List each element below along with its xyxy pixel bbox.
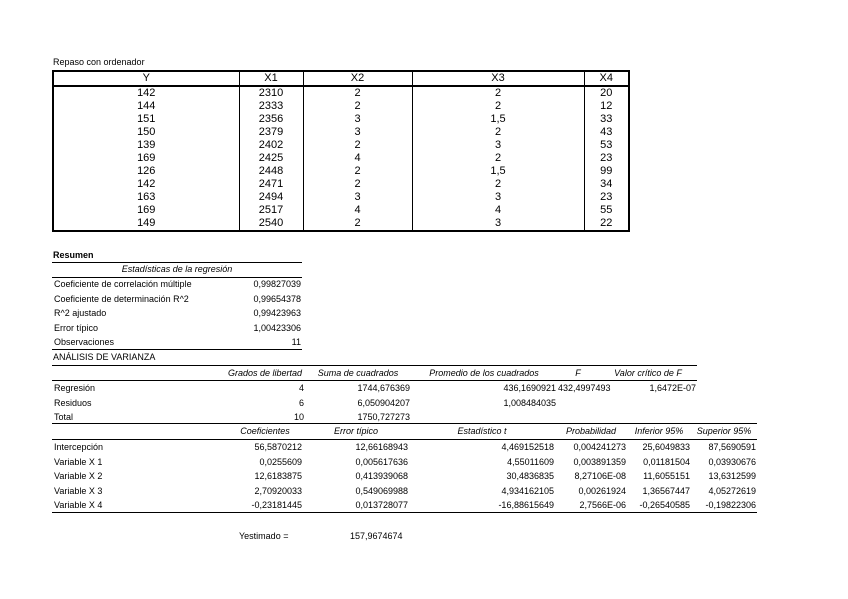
stat-label: Coeficiente de correlación múltiple: [54, 279, 192, 289]
coef-row-label: Variable X 1: [54, 456, 103, 467]
table-row: [53, 191, 629, 204]
stat-label: Observaciones: [54, 337, 115, 347]
resumen-label: Resumen: [53, 250, 94, 260]
coef-cell: 4,934162105: [501, 485, 554, 496]
coef-cell: 56,5870212: [254, 442, 302, 452]
table-cell: 23: [584, 191, 629, 204]
table-cell: 3: [412, 217, 584, 231]
table-row: [53, 86, 629, 100]
table-cell: 1,5: [412, 165, 584, 178]
table-cell: 142: [53, 86, 239, 100]
table-cell: 2: [303, 100, 412, 113]
anova-cell: 436,1690921: [503, 383, 556, 393]
coef-cell: -16,88615649: [498, 500, 554, 510]
table-cell: 2402: [239, 139, 303, 152]
table-cell: 2517: [239, 204, 303, 217]
table-row: [53, 152, 629, 165]
table-cell: 43: [584, 126, 629, 139]
coef-cell: 4,55011609: [507, 456, 554, 467]
stat-value: 1,00423306: [253, 322, 301, 333]
coef-cell: 2,70920033: [254, 485, 302, 496]
table-cell: 2: [412, 86, 584, 100]
table-cell: 2: [303, 165, 412, 178]
data-table: [52, 70, 630, 232]
coef-cell: 0,005617636: [355, 456, 408, 467]
coef-cell: 2,7566E-06: [579, 500, 626, 510]
table-cell: 23: [584, 152, 629, 165]
coef-cell: -0,23181445: [251, 500, 302, 510]
anova-col-header: Suma de cuadrados: [317, 368, 399, 378]
coef-row-label: Variable X 4: [54, 500, 103, 510]
table-cell: 139: [53, 139, 239, 152]
col-header: X4: [584, 71, 629, 86]
table-cell: 2448: [239, 165, 303, 178]
anova-cell: 1744,676369: [357, 383, 410, 393]
table-cell: 2: [303, 139, 412, 152]
coef-cell: -0,19822306: [705, 500, 756, 510]
table-cell: 34: [584, 178, 629, 191]
anova-cell: 1,6472E-07: [649, 383, 696, 393]
table-cell: 2379: [239, 126, 303, 139]
coef-cell: 0,03930676: [708, 456, 756, 467]
table-row: [53, 139, 629, 152]
anova-cell: 1,008484035: [503, 397, 556, 408]
stat-label: R^2 ajustado: [54, 308, 107, 318]
coef-cell: 13,6312599: [708, 471, 756, 481]
coef-col-header: Probabilidad: [565, 426, 617, 436]
coef-cell: 4,469152518: [501, 442, 554, 452]
table-cell: 150: [53, 126, 239, 139]
coef-col-header: Error típico: [333, 426, 378, 436]
stat-value: 0,99827039: [253, 279, 301, 289]
col-header: Y: [53, 71, 239, 86]
table-cell: 2: [303, 86, 412, 100]
anova-row-label: Total: [54, 412, 74, 422]
table-cell: 2: [303, 217, 412, 231]
anova-cell: 6,050904207: [357, 397, 410, 408]
table-cell: 53: [584, 139, 629, 152]
table-cell: 169: [53, 152, 239, 165]
table-cell: 2310: [239, 86, 303, 100]
table-cell: 2: [412, 100, 584, 113]
table-cell: 151: [53, 113, 239, 126]
coef-cell: 11,6055151: [643, 471, 690, 481]
stat-label: Coeficiente de determinación R^2: [54, 293, 189, 304]
table-cell: 55: [584, 204, 629, 217]
col-header: X3: [412, 71, 584, 86]
coef-cell: 4,05272619: [708, 485, 756, 496]
table-cell: 4: [303, 152, 412, 165]
table-cell: 3: [303, 191, 412, 204]
table-cell: 2: [412, 178, 584, 191]
coef-col-header: Inferior 95%: [634, 426, 684, 436]
anova-cell: 432,4997493: [558, 383, 611, 393]
table-cell: 3: [412, 191, 584, 204]
coef-col-header: Superior 95%: [696, 426, 752, 436]
anova-col-header: Promedio de los cuadrados: [429, 368, 539, 378]
table-cell: 1,5: [412, 113, 584, 126]
table-cell: 2471: [239, 178, 303, 191]
coef-cell: 30,4836835: [506, 471, 554, 481]
anova-col-header: Valor crítico de F: [614, 368, 682, 378]
table-cell: 33: [584, 113, 629, 126]
anova-row-label: Regresión: [54, 383, 96, 393]
table-cell: 99: [584, 165, 629, 178]
anova-cell: 6: [298, 397, 304, 408]
sheet-title: Repaso con ordenador: [53, 57, 145, 67]
table-cell: 22: [584, 217, 629, 231]
coef-row-label: Variable X 2: [54, 471, 103, 481]
table-row: [53, 178, 629, 191]
coef-cell: 0,013728077: [355, 500, 408, 510]
table-cell: 149: [53, 217, 239, 231]
table-row: [53, 100, 629, 113]
coef-cell: 25,6049833: [642, 442, 690, 452]
table-cell: 2540: [239, 217, 303, 231]
coef-cell: 87,5690591: [708, 442, 756, 452]
table-cell: 126: [53, 165, 239, 178]
coef-row-label: Intercepción: [54, 442, 104, 452]
col-header: X2: [303, 71, 412, 86]
table-cell: 20: [584, 86, 629, 100]
table-cell: 2: [412, 152, 584, 165]
table-row: [53, 126, 629, 139]
table-cell: 2: [303, 178, 412, 191]
anova-cell: 4: [298, 383, 304, 393]
table-cell: 2333: [239, 100, 303, 113]
table-cell: 2356: [239, 113, 303, 126]
coef-cell: -0,26540585: [639, 500, 690, 510]
table-cell: 169: [53, 204, 239, 217]
coef-col-header: Coeficientes: [240, 426, 290, 436]
estimate-value: 157,9674674: [350, 531, 403, 541]
table-row: [53, 217, 629, 231]
table-cell: 3: [303, 126, 412, 139]
coef-cell: 12,66168943: [355, 442, 408, 452]
table-row: [53, 165, 629, 178]
coef-cell: 0,00261924: [578, 485, 626, 496]
table-cell: 144: [53, 100, 239, 113]
table-cell: 142: [53, 178, 239, 191]
coef-row-label: Variable X 3: [54, 485, 103, 496]
table-cell: 3: [412, 139, 584, 152]
stat-value: 0,99654378: [253, 293, 301, 304]
anova-cell: 1750,727273: [357, 412, 410, 422]
coef-cell: 0,01181504: [643, 456, 690, 467]
anova-col-header: F: [575, 368, 581, 378]
stat-label: Error típico: [54, 322, 99, 333]
stat-value: 11: [291, 337, 301, 347]
table-cell: 4: [303, 204, 412, 217]
coef-cell: 0,004241273: [573, 442, 626, 452]
anova-cell: 10: [293, 412, 304, 422]
anova-label: ANÁLISIS DE VARIANZA: [53, 352, 156, 362]
table-cell: 2494: [239, 191, 303, 204]
coef-cell: 0,0255609: [259, 456, 302, 467]
table-cell: 163: [53, 191, 239, 204]
table-cell: 3: [303, 113, 412, 126]
col-header: X1: [239, 71, 303, 86]
coef-cell: 0,003891359: [573, 456, 626, 467]
data-table-header: [53, 71, 629, 86]
table-cell: 2425: [239, 152, 303, 165]
estimate-label: Yestimado =: [239, 531, 289, 541]
table-cell: 12: [584, 100, 629, 113]
coef-cell: 12,6183875: [254, 471, 302, 481]
table-row: [53, 204, 629, 217]
coef-cell: 0,549069988: [355, 485, 408, 496]
anova-col-header: Grados de libertad: [228, 368, 303, 378]
coef-cell: 8,27106E-08: [574, 471, 626, 481]
coef-cell: 1,36567447: [642, 485, 690, 496]
stat-value: 0,99423963: [253, 308, 301, 318]
table-cell: 2: [412, 126, 584, 139]
table-row: [53, 113, 629, 126]
coef-cell: 0,413939068: [355, 471, 408, 481]
stats-header: Estadísticas de la regresión: [121, 264, 233, 274]
anova-row-label: Residuos: [54, 397, 92, 408]
coef-col-header: Estadístico t: [457, 426, 507, 436]
table-cell: 4: [412, 204, 584, 217]
